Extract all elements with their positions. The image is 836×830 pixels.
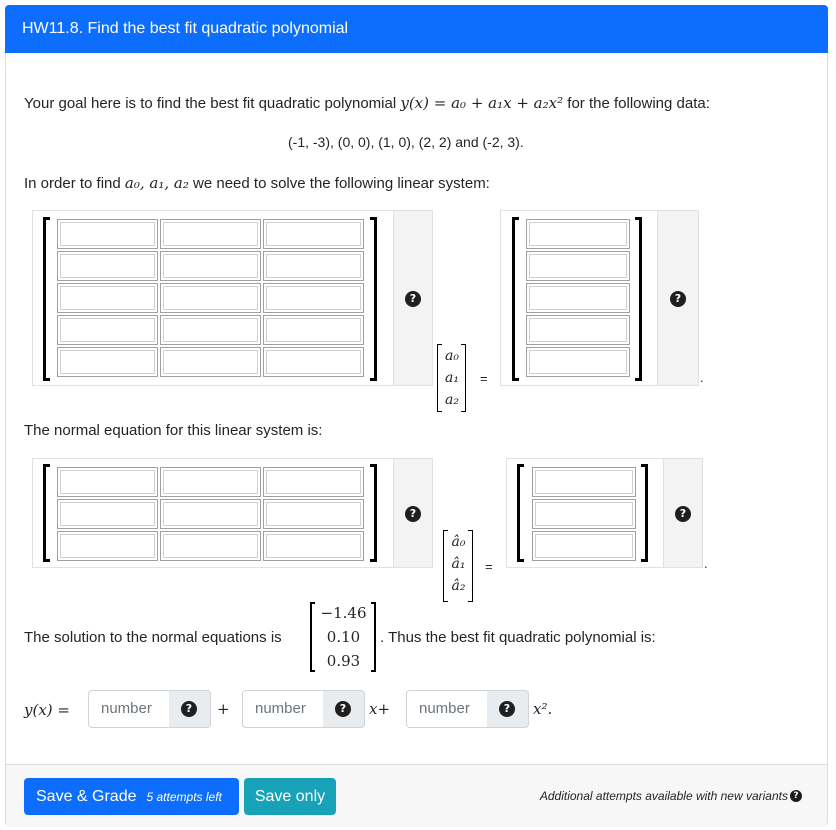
- period: .: [704, 556, 708, 571]
- matrix-ata-cell[interactable]: [160, 531, 261, 561]
- matrix-ata-cell[interactable]: [57, 467, 158, 497]
- question-circle-icon[interactable]: ?: [335, 701, 351, 717]
- matrix-ata-cell[interactable]: [160, 467, 261, 497]
- matrix-ata-cell[interactable]: [263, 531, 364, 561]
- matrix-ata-right-bracket: [370, 464, 377, 562]
- matrix-a-cell[interactable]: [160, 315, 261, 345]
- vector-b-cell[interactable]: [526, 219, 630, 249]
- vector-b-cell[interactable]: [526, 251, 630, 281]
- matrix-ata-left-bracket: [43, 464, 50, 562]
- period: .: [700, 370, 704, 385]
- x-plus: x+: [369, 700, 391, 718]
- matrix-ata-cell[interactable]: [263, 467, 364, 497]
- plus-sign: +: [217, 700, 230, 718]
- solution-right-bracket: [371, 602, 376, 672]
- matrix-a-cell[interactable]: [160, 347, 261, 377]
- matrix-a-cell[interactable]: [263, 251, 364, 281]
- question-circle-icon[interactable]: ?: [405, 291, 421, 307]
- normal-equals: =: [485, 559, 493, 574]
- vector-atb-left-bracket: [517, 464, 524, 562]
- vector-a-right-bracket: [461, 344, 466, 412]
- normal-label: The normal equation for this linear system is:: [24, 422, 323, 439]
- save-only-button[interactable]: Save only: [244, 778, 336, 815]
- vector-b-right-bracket: [635, 217, 642, 381]
- vector-atb-cell[interactable]: [532, 467, 636, 497]
- vector-atb-right-bracket: [641, 464, 648, 562]
- solution-prefix: The solution to the normal equations is: [24, 629, 282, 646]
- vector-ahat-left-bracket: [443, 530, 448, 602]
- vector-b-cell[interactable]: [526, 315, 630, 345]
- vector-atb-cell[interactable]: [532, 531, 636, 561]
- matrix-a-left-bracket: [43, 217, 50, 381]
- matrix-a-cell[interactable]: [57, 283, 158, 313]
- matrix-a-cell[interactable]: [57, 347, 158, 377]
- system-text: In order to find a₀, a₁, a₂ we need to solve the following linear system:: [24, 174, 490, 192]
- question-circle-icon[interactable]: ?: [790, 790, 802, 802]
- matrix-a-cell[interactable]: [263, 219, 364, 249]
- vector-b-cell[interactable]: [526, 283, 630, 313]
- vector-ahat: â₀ â₁ â₂: [451, 534, 466, 594]
- question-circle-icon[interactable]: ?: [405, 506, 421, 522]
- question-circle-icon[interactable]: ?: [675, 506, 691, 522]
- question-title: HW11.8. Find the best fit quadratic polynomial: [22, 20, 349, 37]
- vector-b-left-bracket: [512, 217, 519, 381]
- question-circle-icon[interactable]: ?: [181, 701, 197, 717]
- save-grade-button[interactable]: Save & Grade 5 attempts left: [24, 778, 239, 815]
- matrix-a-cell[interactable]: [160, 283, 261, 313]
- question-circle-icon[interactable]: ?: [670, 291, 686, 307]
- matrix-ata-cell[interactable]: [57, 499, 158, 529]
- matrix-ata-cell[interactable]: [57, 531, 158, 561]
- question-header: [5, 5, 828, 53]
- attempts-note: Additional attempts available with new variants: [539, 789, 788, 803]
- goal-formula: y(x) = a₀ + a₁x + a₂x²: [400, 94, 564, 112]
- matrix-a-cell[interactable]: [160, 251, 261, 281]
- solution-left-bracket: [310, 602, 315, 672]
- a1-input[interactable]: number: [242, 690, 324, 728]
- matrix-a-cell[interactable]: [57, 251, 158, 281]
- poly-lhs: y(x) =: [24, 701, 70, 719]
- matrix-ata-cell[interactable]: [263, 499, 364, 529]
- vector-a-left-bracket: [437, 344, 442, 412]
- matrix-a-cell[interactable]: [57, 315, 158, 345]
- attempts-left: 5 attempts left: [146, 790, 222, 804]
- system-equals: =: [480, 371, 488, 386]
- x-squared: x².: [533, 700, 553, 718]
- a0-input[interactable]: number: [88, 690, 170, 728]
- matrix-a-cell[interactable]: [160, 219, 261, 249]
- data-points: (-1, -3), (0, 0), (1, 0), (2, 2) and (-2, 3).: [288, 134, 524, 150]
- matrix-a-cell[interactable]: [263, 347, 364, 377]
- vector-a: a₀ a₁ a₂: [445, 348, 459, 408]
- a2-input[interactable]: number: [406, 690, 488, 728]
- matrix-a-cell[interactable]: [263, 283, 364, 313]
- vector-ahat-right-bracket: [468, 530, 473, 602]
- matrix-a-right-bracket: [370, 217, 377, 381]
- matrix-ata-cell[interactable]: [160, 499, 261, 529]
- question-circle-icon[interactable]: ?: [499, 701, 515, 717]
- goal-text: Your goal here is to find the best fit quadratic polynomial y(x) = a₀ + a₁x + a₂x² for the following data:: [24, 94, 710, 112]
- matrix-a-cell[interactable]: [57, 219, 158, 249]
- vector-atb-cell[interactable]: [532, 499, 636, 529]
- solution-vector: −1.46 0.10 0.93: [320, 604, 367, 670]
- vector-b-cell[interactable]: [526, 347, 630, 377]
- solution-suffix: . Thus the best fit quadratic polynomial is:: [380, 629, 656, 646]
- matrix-a-cell[interactable]: [263, 315, 364, 345]
